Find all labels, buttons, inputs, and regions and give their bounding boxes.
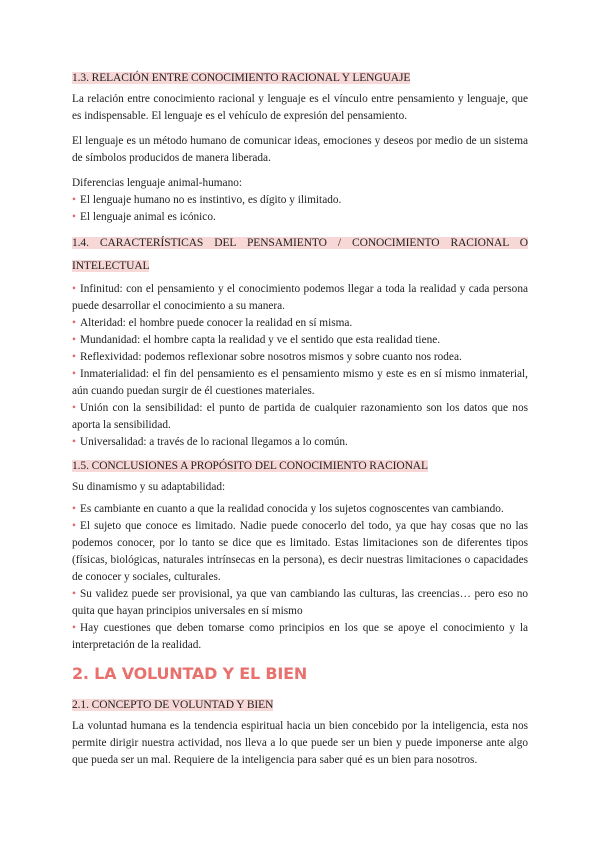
bullet-icon: • (72, 520, 76, 532)
list-item: • Alteridad: el hombre puede conocer la realidad en sí misma. (72, 317, 353, 329)
list-item: • El lenguaje humano no es instintivo, es dígito y ilimitado. (72, 194, 342, 206)
bullet-icon: • (72, 211, 76, 223)
bullet-icon: • (72, 368, 76, 380)
bullet-icon: • (72, 402, 76, 414)
section-1-5-list (72, 501, 528, 654)
section-1-4-list (72, 281, 528, 451)
bullet-icon: • (72, 503, 76, 515)
chapter-2-title: 2. LA VOLUNTAD Y EL BIEN (72, 664, 308, 683)
bullet-icon: • (72, 283, 76, 295)
list-item: • Hay cuestiones que deben tomarse como principios en los que se apoye el conocimiento y la interpretación de la realidad. (72, 622, 528, 651)
section-1-3-paragraph-1: La relación entre conocimiento racional y lenguaje es el vínculo entre pensamiento y lenguaje, que es indispensable. El lenguaje es el vehículo de expresión del pensamiento. (72, 93, 528, 122)
document-page (72, 68, 528, 769)
list-item: • El lenguaje animal es icónico. (72, 211, 216, 223)
bullet-icon: • (72, 436, 76, 448)
list-item: • Es cambiante en cuanto a que la realidad conocida y los sujetos cognoscentes van cambiando. (72, 503, 504, 515)
section-2-1-paragraph: La voluntad humana es la tendencia espiritual hacia un bien concebido por la inteligencia, esta nos permite dirigir nuestra actividad, nos lleva a lo que puede ser un bien y puede imponerse ante algo que pueda ser un mal. Requiere de la inteligencia para saber qué es un bien para nosotros. (72, 720, 528, 766)
list-item: • Unión con la sensibilidad: el punto de partida de cualquier razonamiento son los datos que nos aporta la sensibilidad. (72, 402, 528, 431)
section-1-3-paragraph-3: Diferencias lenguaje animal-humano: (72, 177, 243, 189)
section-1-5-intro: Su dinamismo y su adaptabilidad: (72, 481, 226, 493)
bullet-icon: • (72, 334, 76, 346)
section-1-3-list (72, 192, 528, 226)
list-item: • Su validez puede ser provisional, ya que van cambiando las culturas, las creencias… pero eso no quita que hayan principios universales en sí mismo (72, 588, 528, 617)
list-item: • Mundanidad: el hombre capta la realidad y ve el sentido que esta realidad tiene. (72, 334, 441, 346)
section-1-4-heading: 1.4. CARACTERÍSTICAS DEL PENSAMIENTO / CONOCIMIENTO RACIONAL O INTELECTUAL (72, 237, 528, 272)
bullet-icon: • (72, 194, 76, 206)
list-item: • Universalidad: a través de lo racional llegamos a lo común. (72, 436, 348, 448)
bullet-icon: • (72, 317, 76, 329)
bullet-icon: • (72, 588, 76, 600)
list-item: • El sujeto que conoce es limitado. Nadie puede conocerlo del todo, ya que hay cosas que no las podemos conocer, por lo tanto se dice que es limitado. Estas limitaciones son de diferentes tipos (físicas, biológicas, naturales intrínsecas en la persona), es decir nuestras limitaciones o capacidades de conocer y sociales, culturales. (72, 520, 528, 583)
list-item: • Inmaterialidad: el fin del pensamiento es el pensamiento mismo y este es en sí mismo inmaterial, aún cuando puedan surgir de él cuestiones materiales. (72, 368, 528, 397)
section-1-5-heading: 1.5. CONCLUSIONES A PROPÓSITO DEL CONOCIMIENTO RACIONAL (72, 460, 428, 472)
bullet-icon: • (72, 622, 76, 634)
section-1-3-heading: 1.3. RELACIÓN ENTRE CONOCIMIENTO RACIONAL Y LENGUAJE (72, 72, 411, 84)
list-item: • Reflexividad: podemos reflexionar sobre nosotros mismos y sobre cuanto nos rodea. (72, 351, 462, 363)
section-2-1-heading: 2.1. CONCEPTO DE VOLUNTAD Y BIEN (72, 699, 274, 711)
list-item: • Infinitud: con el pensamiento y el conocimiento podemos llegar a toda la realidad y cada persona puede desarrollar el conocimiento a su manera. (72, 283, 528, 312)
section-1-3-paragraph-2: El lenguaje es un método humano de comunicar ideas, emociones y deseos por medio de un sistema de símbolos producidos de manera liberada. (72, 135, 528, 164)
bullet-icon: • (72, 351, 76, 363)
